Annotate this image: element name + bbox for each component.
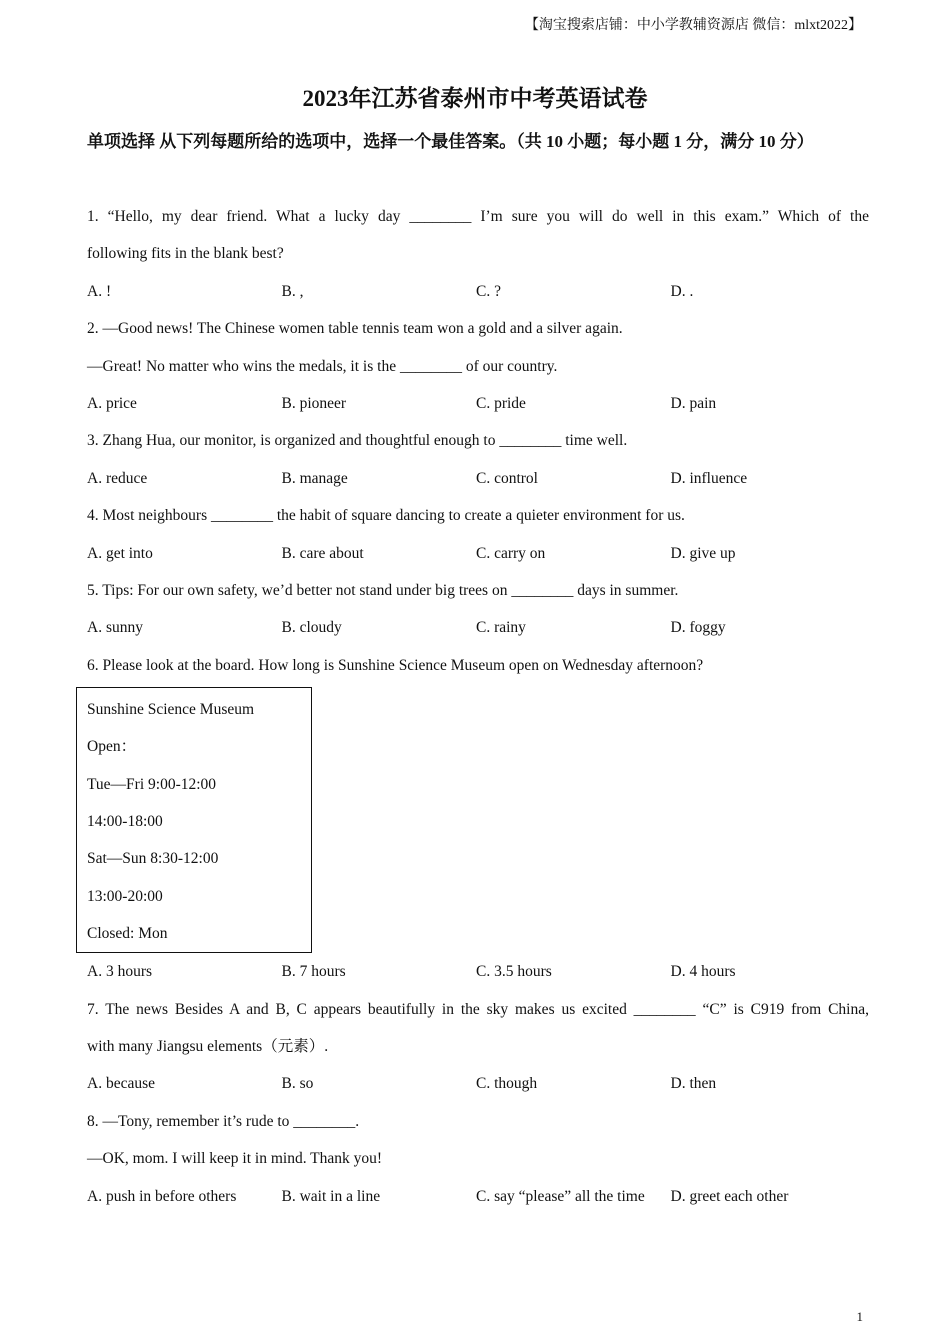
board-line: Open： [87, 738, 137, 756]
option-b: B. , [281, 282, 304, 300]
exam-title: 2023年江苏省泰州市中考英语试卷 [302, 86, 648, 111]
option-c: C. say “please” all the time [476, 1187, 645, 1205]
option-row [87, 1178, 869, 1215]
board-line: Tue—Fri 9:00-12:00 [87, 775, 217, 793]
question-text: —OK, mom. I will keep it in mind. Thank you! [87, 1150, 383, 1168]
option-b: B. pioneer [281, 394, 347, 412]
option-row [87, 385, 869, 422]
option-row [87, 535, 869, 572]
option-row [87, 953, 869, 990]
option-c: C. ? [476, 282, 501, 300]
question-text: 1. “Hello, my dear friend. What a lucky day ________ I’m sure you will do well in this exam.” Which of the [87, 208, 869, 225]
board-line: 13:00-20:00 [87, 887, 163, 905]
board-line: 14:00-18:00 [87, 812, 163, 830]
question-text: 7. The news Besides A and B, C appears beautifully in the sky makes us excited ________ “C” is C919 from China, [87, 1000, 869, 1018]
option-row [87, 273, 869, 310]
question-text: 2. —Good news! The Chinese women table tennis team won a gold and a silver again. [87, 320, 623, 338]
question-1 [87, 198, 869, 310]
page-number: 1 [856, 1309, 863, 1324]
question-text: —Great! No matter who wins the medals, it is the ________ of our country. [87, 357, 558, 375]
option-c: C. 3.5 hours [476, 963, 552, 981]
option-row [87, 609, 869, 646]
question-text: following fits in the blank best? [87, 245, 284, 263]
option-d: D. . [670, 282, 694, 300]
question-text: 4. Most neighbours ________ the habit of square dancing to create a quieter environment for us. [87, 507, 685, 525]
question-text: with many Jiangsu elements（元素）. [87, 1037, 329, 1055]
option-a: A. sunny [87, 619, 143, 637]
option-c: C. though [476, 1075, 538, 1093]
question-7 [87, 991, 869, 1103]
option-d: D. greet each other [670, 1187, 789, 1205]
option-b: B. so [281, 1075, 314, 1093]
option-d: D. influence [670, 469, 748, 487]
option-d: D. 4 hours [670, 963, 736, 981]
option-a: A. ! [87, 282, 112, 300]
board-line: Sunshine Science Museum [87, 701, 255, 719]
option-row [87, 460, 869, 497]
question-2 [87, 310, 869, 422]
question-text: 8. —Tony, remember it’s rude to ________. [87, 1112, 360, 1130]
option-c: C. control [476, 469, 538, 487]
museum-board [76, 687, 312, 953]
option-d: D. then [670, 1075, 717, 1093]
option-c: C. rainy [476, 619, 526, 637]
question-6 [87, 647, 869, 991]
question-4 [87, 497, 869, 572]
option-row [87, 1065, 869, 1102]
board-line: Sat—Sun 8:30-12:00 [87, 850, 219, 868]
option-a: A. because [87, 1075, 155, 1093]
option-a: A. push in before others [87, 1187, 237, 1205]
question-text: 6. Please look at the board. How long is Sunshine Science Museum open on Wednesday afternoon? [87, 656, 704, 674]
option-b: B. manage [281, 469, 348, 487]
question-3 [87, 422, 869, 497]
section-instructions: 单项选择 从下列每题所给的选项中，选择一个最佳答案。（共 10 小题；每小题 1 分，满分 10 分） [87, 132, 814, 151]
option-b: B. wait in a line [281, 1187, 381, 1205]
option-b: B. 7 hours [281, 963, 346, 981]
option-a: A. price [87, 394, 137, 412]
question-text: 3. Zhang Hua, our monitor, is organized and thoughtful enough to ________ time well. [87, 432, 628, 450]
question-list [87, 198, 869, 1215]
option-d: D. give up [670, 544, 736, 562]
option-c: C. carry on [476, 544, 546, 562]
option-b: B. cloudy [281, 619, 342, 637]
header-note: 【淘宝搜索店铺：中小学教辅资源店 微信：mlxt2022】 [524, 18, 862, 33]
option-c: C. pride [476, 394, 526, 412]
option-a: A. get into [87, 544, 153, 562]
option-b: B. care about [281, 544, 364, 562]
question-text: 5. Tips: For our own safety, we’d better not stand under big trees on ________ days in summer. [87, 581, 679, 599]
option-d: D. foggy [670, 619, 726, 637]
board-line: Closed: Mon [87, 924, 168, 942]
option-a: A. reduce [87, 469, 148, 487]
question-8 [87, 1103, 869, 1215]
option-d: D. pain [670, 394, 717, 412]
question-5 [87, 572, 869, 647]
option-a: A. 3 hours [87, 963, 153, 981]
